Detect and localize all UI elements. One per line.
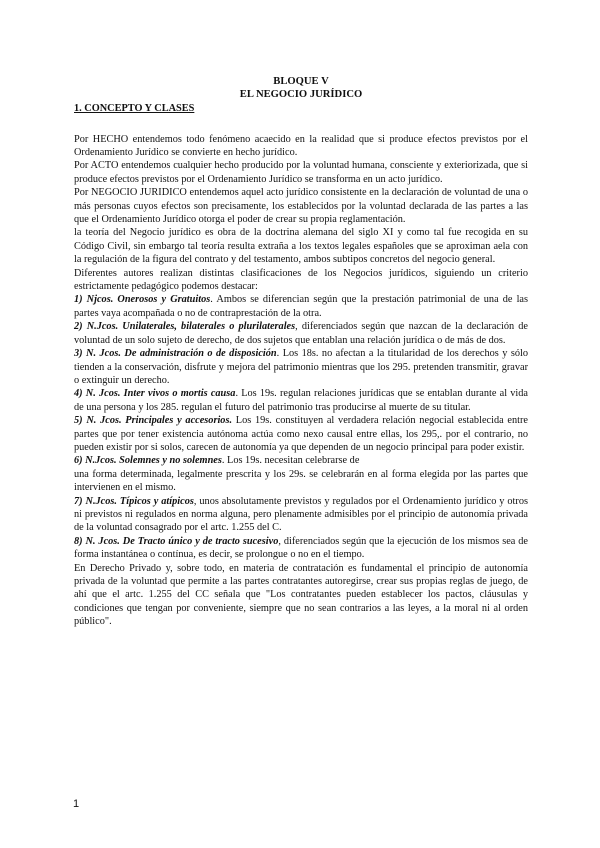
class-text: , unos absolutamente previstos y regulados por el Ordenamiento jurídico y otros ni previstos ni regulados en norma alguna, pero plenamente admisibles por el principio de autonomía privada de la voluntad consagrado por el artc. 1.255 del C. — [74, 495, 528, 534]
paragraph-autonomia: En Derecho Privado y, sobre todo, en materia de contratación es fundamental el principio de autonomía privada de la voluntad que permite a las partes contratantes autoregirse, crear sus propias reglas de juego, de ahí que el artc. 1.255 del CC señala que "Los contratantes pueden establecer los pactos, cláusulas y condiciones que tengan por conveniente, siempre que no sean contrarios a las leyes, a la moral ni al orden público". — [74, 562, 528, 628]
class-text: . Los 19s. necesitan celebrarse de — [221, 455, 360, 467]
class-item-continuation: una forma determinada, legalmente prescrita y los 29s. se celebrarán en al forma elegida por las partes que intervienen en el mismo. — [74, 468, 528, 494]
class-item — [74, 414, 528, 454]
class-item — [74, 387, 528, 414]
block-label: BLOQUE V — [273, 76, 329, 87]
paragraph-hecho: Por HECHO entendemos todo fenómeno acaecido en la realidad que si produce efectos previstos por el Ordenamiento Jurídico se convierte en hecho jurídico. — [74, 133, 528, 158]
document-title: EL NEGOCIO JURÍDICO — [239, 88, 363, 100]
class-text: . Los 19s. regulan relaciones jurídicas que se entablan durante al vida de una persona y los 285. regulan el futuro del patrimonio tras producirse al muerte de su titular. — [74, 388, 528, 413]
class-term: 5) N. Jcos. Principales y accesorios. — [74, 415, 233, 427]
class-item — [74, 293, 528, 320]
paragraph-teoria: la teoría del Negocio jurídico es obra de la doctrina alemana del siglo XI y como tal fue recogida en su Código Civil, sin embargo tal teoría resulta extraña a los textos legales españoles que se aproximan aela con la regulación de la figura del contrato y del testamento, ambos subtipos concretos del negocio general. — [74, 227, 528, 266]
class-term: 6) N.Jcos. Solemnes y no solemnes — [74, 455, 222, 467]
class-text: . Los 18s. no afectan a la titularidad de los derechos y sólo tienden a la conservación, disfrute y mejora del patrimonio mientras que los 295. pretenden transmitir, gravar o extinguir un derecho. — [74, 348, 528, 386]
class-text: . Ambos se diferencian según que la prestación patrimonial de una de las partes vaya acompañada o no de contraprestación de la otra. — [74, 294, 529, 319]
section-heading: 1. CONCEPTO Y CLASES — [74, 103, 195, 115]
class-term: 7) N.Jcos. Típicos y atípicos — [74, 495, 194, 507]
class-term: 1) Njcos. Onerosos y Gratuitos — [74, 294, 211, 306]
class-text: , diferenciados según que nazcan de la declaración de voluntad de un solo sujeto de derecho, de dos sujetos que entablan una relación jurídica o de más de dos. — [74, 321, 528, 346]
class-term: 2) N.Jcos. Unilaterales, bilaterales o plurilaterales — [74, 321, 296, 333]
class-item — [74, 535, 528, 562]
paragraph-negocio-juridico: Por NEGOCIO JURIDICO entendemos aquel acto jurídico consistente en la declaración de voluntad de una o más personas cuyos efectos son precisamente, los establecidos por la voluntad declarada de las partes a las que el Ordenamiento Jurídico otorga el poder de crear su propia reglamentación. — [74, 187, 528, 226]
paragraph-clasificaciones: Diferentes autores realizan distintas clasificaciones de los Negocios jurídicos, siguiendo un criterio estrictamente pedagógico podemos destacar: — [74, 267, 528, 293]
document-body — [74, 76, 528, 629]
class-item — [74, 454, 528, 467]
class-term: 8) N. Jcos. De Tracto único y de tracto sucesivo — [74, 535, 279, 547]
class-term: 4) N. Jcos. Inter vivos o mortis causa — [74, 388, 236, 400]
page-number: 1 — [73, 798, 80, 810]
paragraph-acto: Por ACTO entendemos cualquier hecho producido por la voluntad humana, consciente y exteriorizada, que si produce efectos previstos por el Ordenamiento Jurídico se transforma en un acto jurídico. — [74, 160, 528, 185]
class-text: , diferenciados según que la ejecución de los mismos sea de forma instantánea o contínua, es decir, se prolongue o no en el tiempo. — [74, 535, 528, 561]
class-item — [74, 495, 528, 535]
class-text: Los 19s. constituyen al verdadera relación negocial establecida entre partes que por tener existencia autónoma actúa como nexo causal entre ellas, los 295,. por el contrario, no pueden existir por si solos, carecen de autonomía ya que dependen de un negocio principal para poder existir. — [74, 415, 528, 453]
class-term: 3) N. Jcos. De administración o de disposición — [74, 348, 277, 360]
class-item — [74, 320, 528, 347]
class-item — [74, 347, 528, 387]
